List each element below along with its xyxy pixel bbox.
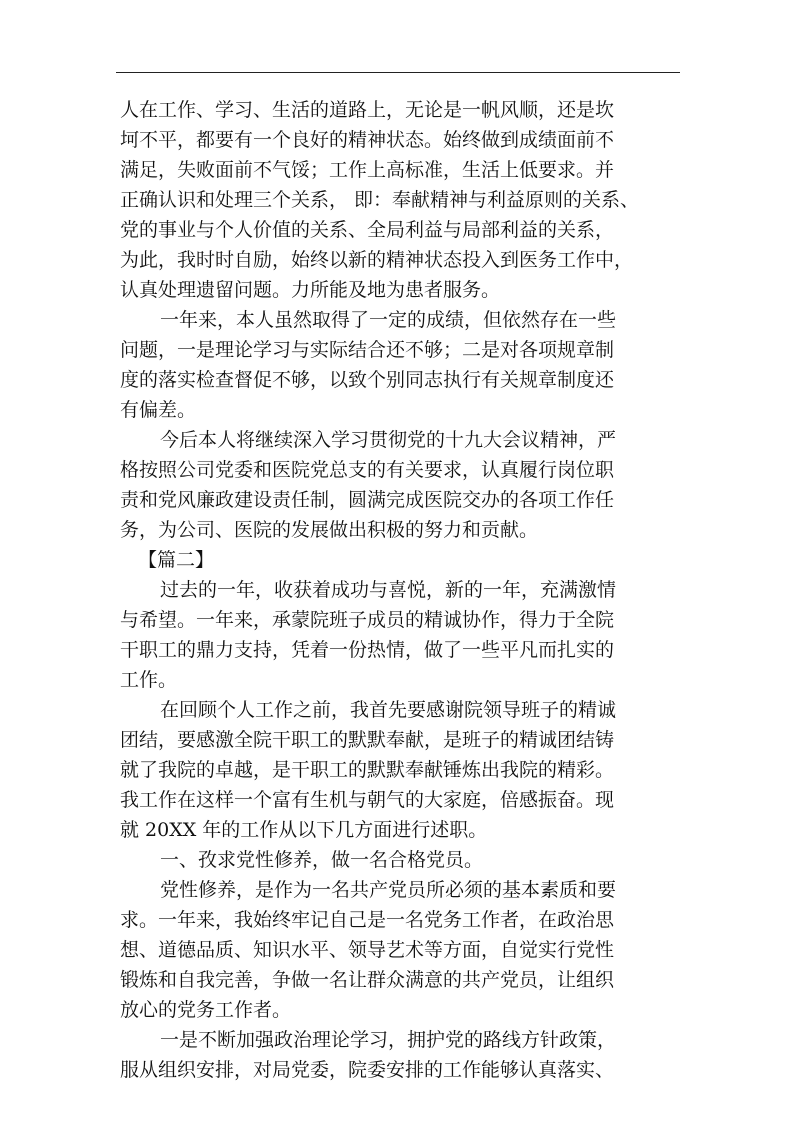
text-line: 一年来，本人虽然取得了一定的成绩，但依然存在一些 <box>160 309 617 331</box>
text-line: 责和党风廉政建设责任制，圆满完成医院交办的各项工作任 <box>120 489 615 511</box>
text-line: 党的事业与个人价值的关系、全局利益与局部利益的关系， <box>120 219 615 241</box>
text-line: 锻炼和自我完善，争做一名让群众满意的共产党员，让组织 <box>120 969 615 991</box>
text-line: 服从组织安排，对局党委，院委安排的工作能够认真落实、 <box>120 1059 615 1081</box>
text-line: 度的落实检查督促不够，以致个别同志执行有关规章制度还 <box>120 369 615 391</box>
text-line: 今后本人将继续深入学习贯彻党的十九大会议精神，严 <box>160 429 617 451</box>
text-line: 过去的一年，收获着成功与喜悦，新的一年，充满激情 <box>160 579 617 601</box>
text-line: 放心的党务工作者。 <box>120 999 292 1021</box>
text-line: 想、道德品质、知识水平、领导艺术等方面，自觉实行党性 <box>120 939 615 961</box>
text-line: 格按照公司党委和医院党总支的有关要求，认真履行岗位职 <box>120 459 615 481</box>
text-line: 就了我院的卓越，是干职工的默默奉献锤炼出我院的精彩。 <box>120 759 615 781</box>
text-line: 党性修养，是作为一名共产党员所必须的基本素质和要 <box>160 879 617 901</box>
text-line: 工作。 <box>120 669 178 691</box>
document-body <box>120 95 676 1085</box>
text-line: 问题，一是理论学习与实际结合还不够；二是对各项规章制 <box>120 339 615 361</box>
text-line: 为此，我时时自励，始终以新的精神状态投入到医务工作中， <box>120 249 634 271</box>
text-line: 求。一年来，我始终牢记自己是一名党务工作者，在政治思 <box>120 909 615 931</box>
text-line: 人在工作、学习、生活的道路上，无论是一帆风顺，还是坎 <box>120 99 615 121</box>
text-line: 干职工的鼎力支持，凭着一份热情，做了一些平凡而扎实的 <box>120 639 615 661</box>
text-line: 团结，要感激全院干职工的默默奉献，是班子的精诚团结铸 <box>120 729 615 751</box>
subsection-heading: 一、孜求党性修养，做一名合格党员。 <box>160 849 484 871</box>
text-line: 与希望。一年来，承蒙院班子成员的精诚协作，得力于全院 <box>120 609 615 631</box>
text-line: 一是不断加强政治理论学习，拥护党的路线方针政策， <box>160 1029 617 1051</box>
section-heading: 【篇二】 <box>138 549 215 571</box>
text-line: 我工作在这样一个富有生机与朝气的大家庭，倍感振奋。现 <box>120 789 615 811</box>
text-line: 认真处理遗留问题。力所能及地为患者服务。 <box>120 279 501 301</box>
text-line: 坷不平，都要有一个良好的精神状态。始终做到成绩面前不 <box>120 129 615 151</box>
text-line: 正确认识和处理三个关系， 即：奉献精神与利益原则的关系、 <box>120 189 640 211</box>
text-line: 满足，失败面前不气馁；工作上高标准，生活上低要求。并 <box>120 159 615 181</box>
text-line: 有偏差。 <box>120 399 197 421</box>
text-line: 就 20XX 年的工作从以下几方面进行述职。 <box>120 819 488 841</box>
header-rule <box>116 72 680 73</box>
text-line: 在回顾个人工作之前，我首先要感谢院领导班子的精诚 <box>160 699 617 721</box>
text-line: 务，为公司、医院的发展做出积极的努力和贡献。 <box>120 519 539 541</box>
